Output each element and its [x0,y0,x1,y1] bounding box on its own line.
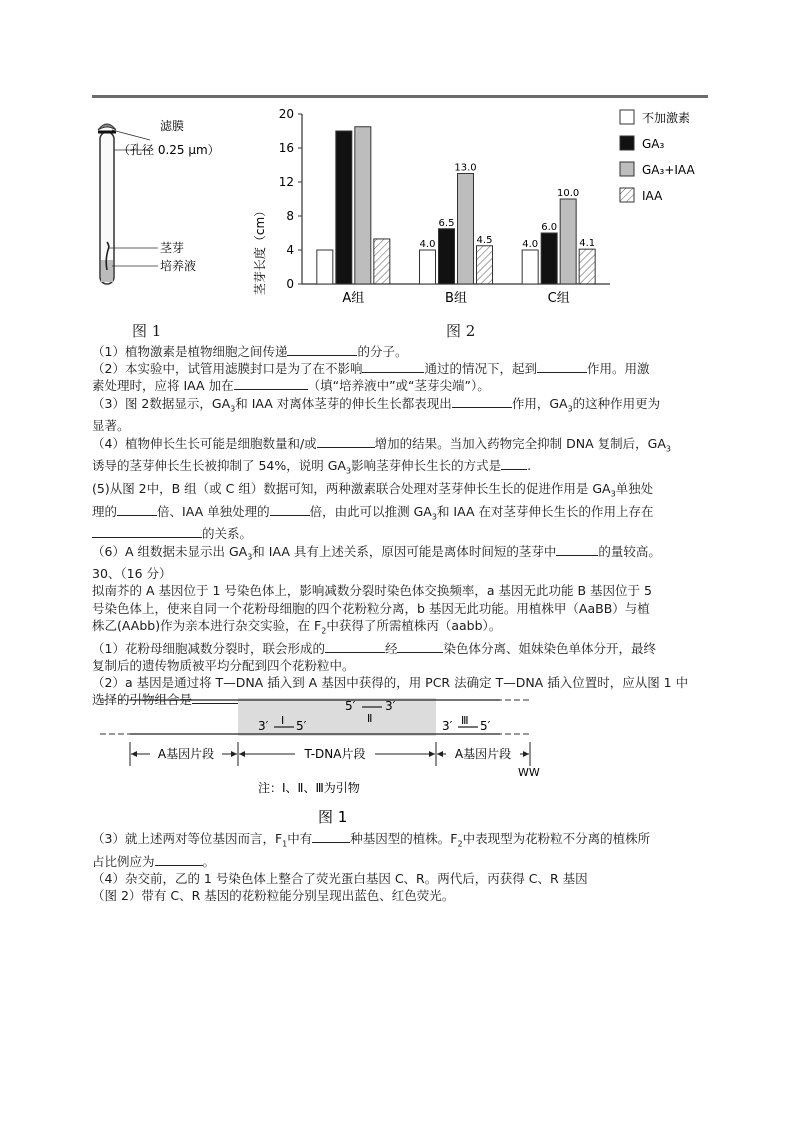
svg-text:3′: 3′ [258,719,269,733]
bar [355,127,371,284]
legend-swatch [620,162,634,176]
label-tdna: T-DNA片段 [304,747,366,761]
bar [439,229,455,284]
bar-value-label: 4.0 [522,239,539,250]
x-category-label: C组 [547,291,570,306]
bar-value-label: 13.0 [454,162,477,174]
pore-label: （孔径 0.25 μm） [118,143,220,157]
test-tube-figure [92,110,242,340]
bar-value-label: 4.0 [419,239,436,250]
bar-value-label: 6.0 [541,222,558,233]
bar [541,233,557,284]
label-a-gene-left: A基因片段 [157,747,215,761]
svg-text:5′: 5′ [480,719,491,733]
y-tick-label: 0 [286,277,294,291]
primer-I: Ⅰ [281,714,285,727]
figure1-caption: 图 1 [132,322,162,340]
svg-text:5′: 5′ [345,699,356,713]
top-rule [92,95,708,98]
bar-value-label: 10.0 [557,188,580,199]
legend-swatch [620,136,634,150]
y-tick-label: 20 [278,107,294,121]
svg-text:3′: 3′ [385,699,396,713]
y-axis-label: 茎芽长度（cm） [253,204,267,296]
legend-label: GA₃+IAA [642,163,695,177]
y-tick-label: 4 [286,243,294,257]
bar [317,250,333,284]
legend-swatch [620,110,634,124]
bar-chart [240,100,710,340]
dna-figure-caption: 图 1 [318,808,348,826]
figure2-caption: 图 2 [446,322,476,340]
x-category-label: B组 [445,291,467,306]
legend-label: GA₃ [642,137,665,151]
svg-text:5′: 5′ [296,719,307,733]
legend-label: IAA [642,189,663,203]
primer-III: Ⅲ [461,714,469,727]
bar [477,246,493,284]
svg-text:WW: WW [518,766,540,779]
bar [560,199,576,284]
question-text-lower: （3）就上述两对等位基因而言，$F_1$中有 种基因型的植株。$F_2$中表现型为花粉粒不分离的植株所 占比例应为 。 （4）杂交前，乙的 1 号染色体上整合了荧光蛋白基因 C、R。两代后，丙获得 C、R 基因 （图 2）带有 C、R 基因的花粉粒能分别呈现出蓝色、红色荧光。 [92,831,651,904]
bar [458,174,474,285]
legend-label: 不加激素 [642,111,691,125]
dna-primer-figure [100,690,560,830]
bud-label: 茎芽 [160,241,185,255]
bar [579,249,595,284]
x-category-label: A组 [342,291,365,306]
legend-swatch [620,188,634,202]
primer-II: Ⅱ [367,712,373,725]
question-text: （1）植物激素是植物细胞之间传递 的分子。 （2）本实验中，试管用滤膜封口是为了在不影响 通过的情况下，起到 作用。用激 素处理时，应将 IAA 加在 （填“培养液中”或“茎芽尖端”）。 （3）图 2数据显示，$GA_3$和 IAA 对离体茎芽的伸长生长都表现出 作用，$GA_3$的这种作用更为 显著。 （4）植物伸长生长可能是细胞数量和/或 增加的结果。当加入药物完全抑制 DNA 复制后，$GA_3$ 诱导的茎芽伸长生长被抑制了 54%，说明 $GA_3$影响茎芽伸长生长的方式是 . (5)从图 2中，B 组（或 C 组）数据可知，两种激素联合处理对茎芽伸长生长的促进作用是 $GA_3$单独处 理的 倍、IAA 单独处理的 倍，由此可以推测 $GA_3$和 IAA 在对茎芽伸长生长的作用上存在 的关系。 （6）A 组数据未显示出 $GA_3$和 IAA 具有上述关系，原因可能是离体时间短的茎芽中 的量较高。 30、（16 分） 拟南芥的 A 基因位于 1 号染色体上，影响减数分裂时染色体交换频率，a 基因无此功能 B 基因位于 5 号染色体上，使来自同一个花粉母细胞的四个花粉粒分离，b 基因无此功能。用植株甲（AaBB）与植 株乙(AAbb)作为亲本进行杂交实验，在 $F_2$中获得了所需植株丙（aabb）。 （1）花粉母细胞减数分裂时，联会形成的 经 染色体分离、姐妹染色单体分开，最终 复制后的遗传物质被平均分配到四个花粉粒中。 （2）a 基因是通过将 T—DNA 插入到 A 基因中获得的，用 PCR 法确定 T—DNA 插入位置时，应从图 1 中 选择的引物组合是 [92,344,689,708]
y-tick-label: 12 [278,175,294,189]
bar [374,239,390,284]
bar [336,131,352,284]
svg-text:3′: 3′ [442,719,453,733]
bar-value-label: 4.5 [476,234,493,246]
label-a-gene-right: A基因片段 [454,747,512,761]
y-tick-label: 8 [286,209,294,223]
bar [522,250,538,284]
filter-label: 滤膜 [160,119,185,133]
dna-note: 注：Ⅰ、Ⅱ、Ⅲ为引物 [258,781,360,795]
y-tick-label: 16 [278,141,294,155]
bar-value-label: 6.5 [438,217,455,229]
bar [420,250,436,284]
bar-value-label: 4.1 [579,238,596,250]
medium-label: 培养液 [160,259,197,273]
